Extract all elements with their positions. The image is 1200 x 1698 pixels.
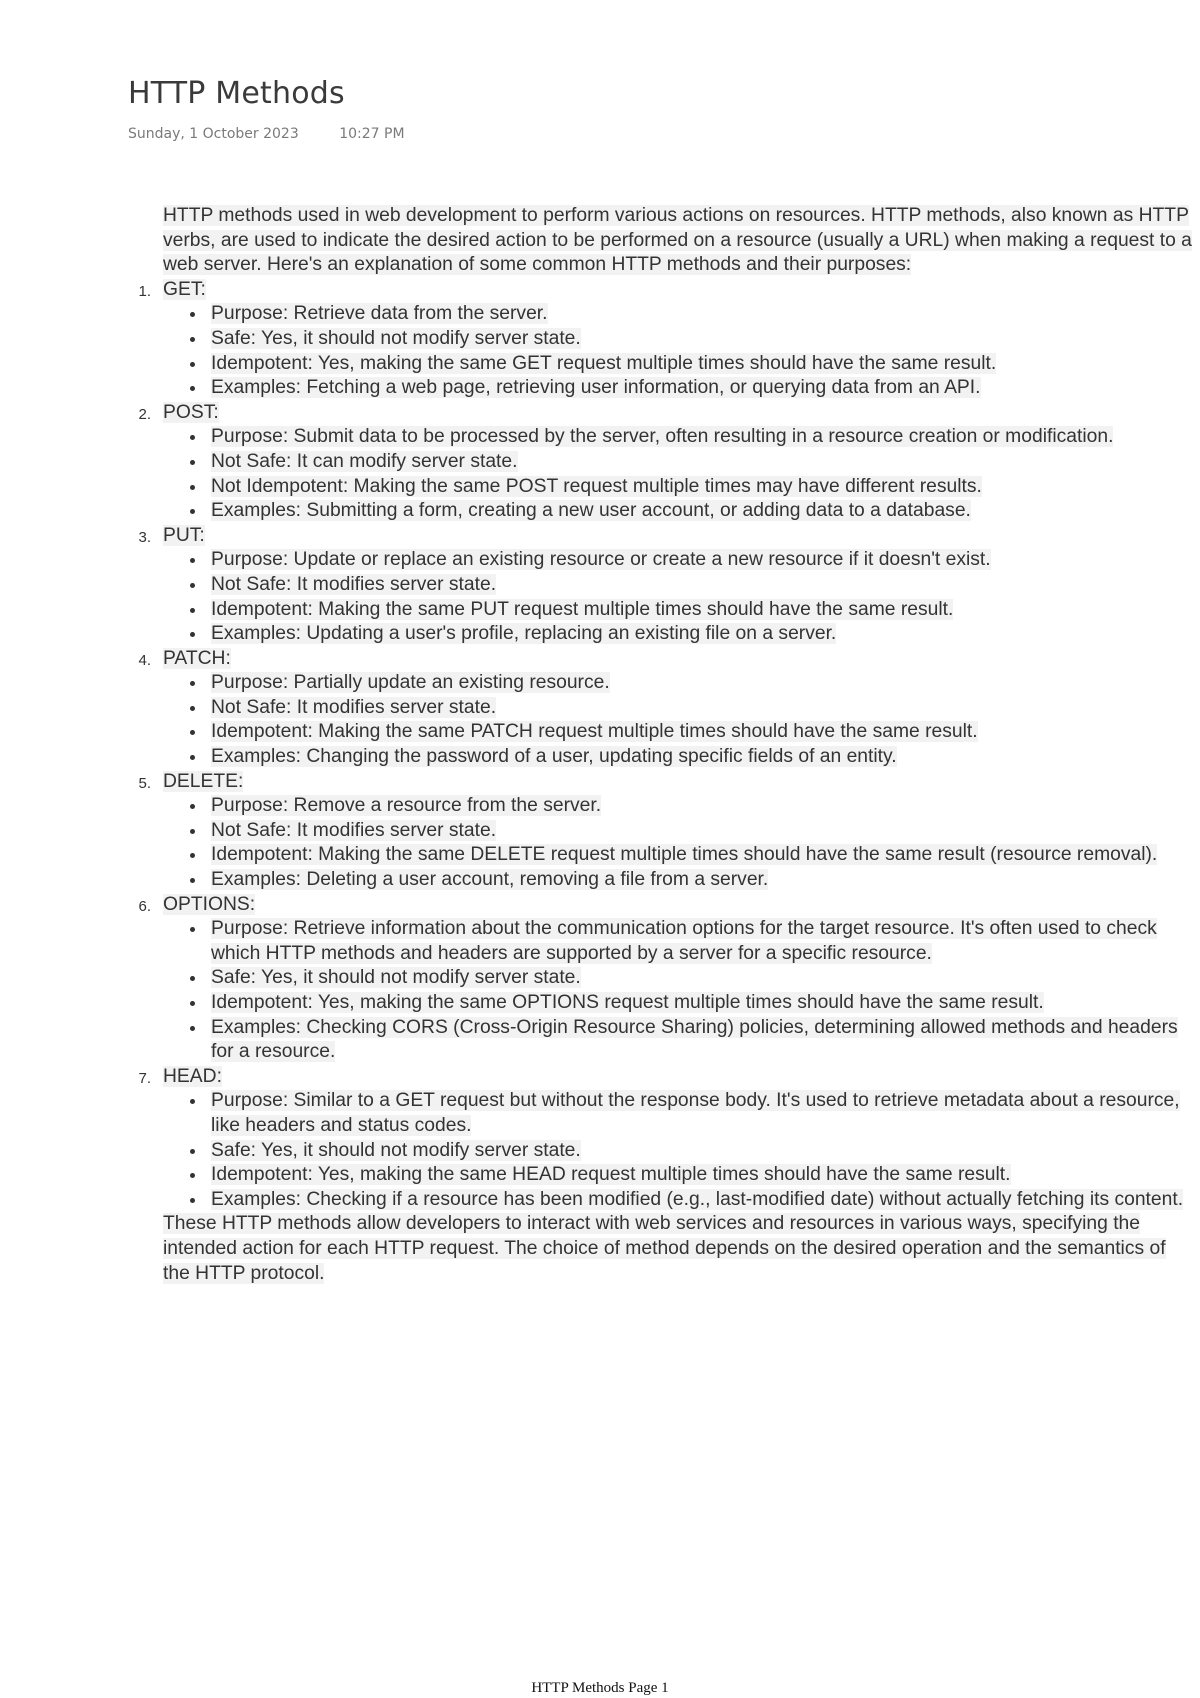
method-details bbox=[211, 302, 1193, 400]
detail-item bbox=[211, 573, 1193, 598]
detail-item bbox=[211, 302, 1193, 327]
detail-text: Purpose: Remove a resource from the server. bbox=[211, 795, 602, 817]
detail-item bbox=[211, 868, 1193, 893]
detail-text: Safe: Yes, it should not modify server state. bbox=[211, 967, 581, 989]
detail-text: Examples: Deleting a user account, removing a file from a server. bbox=[211, 869, 769, 891]
detail-item bbox=[211, 720, 1193, 745]
bullet-icon bbox=[190, 435, 195, 440]
detail-item bbox=[211, 966, 1193, 991]
bullet-icon bbox=[190, 558, 195, 563]
detail-item bbox=[211, 671, 1193, 696]
method-details bbox=[211, 794, 1193, 892]
detail-item bbox=[211, 548, 1193, 573]
bullet-icon bbox=[190, 1026, 195, 1031]
method-name: OPTIONS: bbox=[163, 893, 256, 915]
detail-item bbox=[211, 794, 1193, 819]
detail-text: Idempotent: Making the same PUT request multiple times should have the same result. bbox=[211, 598, 954, 620]
note-body bbox=[138, 204, 1193, 1286]
detail-text: Not Safe: It can modify server state. bbox=[211, 450, 518, 472]
detail-text: Idempotent: Making the same PATCH request multiple times should have the same result. bbox=[211, 721, 978, 743]
page-date: Sunday, 1 October 2023 bbox=[128, 126, 299, 142]
detail-text: Examples: Changing the password of a user, updating specific fields of an entity. bbox=[211, 746, 897, 768]
page-title: HTTP Methods bbox=[128, 76, 345, 111]
bullet-icon bbox=[190, 1198, 195, 1203]
detail-text: Examples: Updating a user's profile, replacing an existing file on a server. bbox=[211, 623, 837, 645]
method-item bbox=[138, 893, 1193, 1065]
method-details bbox=[211, 425, 1193, 523]
bullet-icon bbox=[190, 509, 195, 514]
conclusion-text: These HTTP methods allow developers to interact with web services and resources in various ways, specifying the intended action for each HTTP request. The choice of method depends on the desired operation and the semantics of the HTTP protocol. bbox=[163, 1213, 1166, 1284]
detail-text: Purpose: Retrieve information about the communication options for the target resource. It's often used to check which HTTP methods and headers are supported by a server for a specific resource. bbox=[211, 918, 1157, 964]
bullet-icon bbox=[190, 337, 195, 342]
detail-item bbox=[211, 327, 1193, 352]
intro-text: HTTP methods used in web development to perform various actions on resources. HTTP methods, also known as HTTP verbs, are used to indicate the desired action to be performed on a resource (usually a URL) when making a request to a web server. Here's an explanation of some common HTTP methods and their purposes: bbox=[163, 205, 1192, 276]
detail-text: Examples: Fetching a web page, retrieving user information, or querying data from an API. bbox=[211, 377, 981, 399]
detail-item bbox=[211, 819, 1193, 844]
conclusion-paragraph bbox=[163, 1212, 1193, 1286]
method-name: HEAD: bbox=[163, 1065, 222, 1087]
detail-text: Idempotent: Making the same DELETE request multiple times should have the same result (resource removal). bbox=[211, 844, 1158, 866]
footer-text: HTTP Methods Page 1 bbox=[531, 1680, 669, 1696]
method-item bbox=[138, 278, 1193, 401]
bullet-icon bbox=[190, 1149, 195, 1154]
method-item bbox=[138, 401, 1193, 524]
bullet-icon bbox=[190, 583, 195, 588]
bullet-icon bbox=[190, 1099, 195, 1104]
method-details bbox=[211, 671, 1193, 769]
bullet-icon bbox=[190, 829, 195, 834]
bullet-icon bbox=[190, 755, 195, 760]
detail-text: Purpose: Similar to a GET request but without the response body. It's used to retrieve metadata about a resource, like headers and status codes. bbox=[211, 1090, 1180, 1136]
list-number: 7. bbox=[138, 1069, 151, 1087]
detail-item bbox=[211, 376, 1193, 401]
bullet-icon bbox=[190, 1173, 195, 1178]
method-item bbox=[138, 647, 1193, 770]
bullet-icon bbox=[190, 927, 195, 932]
detail-text: Purpose: Update or replace an existing resource or create a new resource if it doesn't exist. bbox=[211, 549, 991, 571]
page-time: 10:27 PM bbox=[339, 126, 405, 142]
bullet-icon bbox=[190, 632, 195, 637]
detail-item bbox=[211, 425, 1193, 450]
bullet-icon bbox=[190, 853, 195, 858]
detail-item bbox=[211, 843, 1193, 868]
detail-text: Idempotent: Yes, making the same GET request multiple times should have the same result. bbox=[211, 352, 997, 374]
detail-text: Purpose: Submit data to be processed by the server, often resulting in a resource creation or modification. bbox=[211, 426, 1114, 448]
list-number: 5. bbox=[138, 774, 151, 792]
detail-item bbox=[211, 1188, 1193, 1213]
detail-text: Not Safe: It modifies server state. bbox=[211, 696, 497, 718]
detail-text: Not Safe: It modifies server state. bbox=[211, 573, 497, 595]
method-name: GET: bbox=[163, 278, 206, 300]
detail-text: Purpose: Partially update an existing resource. bbox=[211, 672, 610, 694]
list-number: 6. bbox=[138, 897, 151, 915]
detail-item bbox=[211, 622, 1193, 647]
detail-item bbox=[211, 450, 1193, 475]
bullet-icon bbox=[190, 1001, 195, 1006]
method-name: PUT: bbox=[163, 524, 205, 546]
detail-text: Examples: Checking if a resource has been modified (e.g., last-modified date) without actually fetching its content. bbox=[211, 1188, 1184, 1210]
bullet-icon bbox=[190, 460, 195, 465]
bullet-icon bbox=[190, 681, 195, 686]
detail-text: Examples: Checking CORS (Cross-Origin Resource Sharing) policies, determining allowed methods and headers for a resource. bbox=[211, 1016, 1178, 1063]
detail-text: Not Idempotent: Making the same POST request multiple times may have different results. bbox=[211, 475, 982, 497]
detail-text: Safe: Yes, it should not modify server state. bbox=[211, 327, 581, 349]
bullet-icon bbox=[190, 730, 195, 735]
bullet-icon bbox=[190, 386, 195, 391]
bullet-icon bbox=[190, 706, 195, 711]
method-name: PATCH: bbox=[163, 647, 231, 669]
detail-item bbox=[211, 1016, 1193, 1065]
page-footer bbox=[0, 1680, 1200, 1697]
bullet-icon bbox=[190, 362, 195, 367]
detail-item bbox=[211, 991, 1193, 1016]
method-name: DELETE: bbox=[163, 770, 244, 792]
detail-text: Not Safe: It modifies server state. bbox=[211, 819, 497, 841]
bullet-icon bbox=[190, 804, 195, 809]
bullet-icon bbox=[190, 976, 195, 981]
detail-item bbox=[211, 1139, 1193, 1164]
detail-item bbox=[211, 499, 1193, 524]
method-item bbox=[138, 1065, 1193, 1213]
list-number: 4. bbox=[138, 651, 151, 669]
list-number: 3. bbox=[138, 528, 151, 546]
detail-text: Idempotent: Yes, making the same OPTIONS request multiple times should have the same result. bbox=[211, 992, 1044, 1013]
detail-item bbox=[211, 1163, 1193, 1188]
bullet-icon bbox=[190, 608, 195, 613]
intro-paragraph bbox=[163, 204, 1193, 278]
bullet-icon bbox=[190, 312, 195, 317]
detail-text: Purpose: Retrieve data from the server. bbox=[211, 303, 548, 325]
detail-text: Examples: Submitting a form, creating a new user account, or adding data to a database. bbox=[211, 500, 971, 522]
method-item bbox=[138, 770, 1193, 893]
methods-list bbox=[138, 278, 1193, 1213]
method-item bbox=[138, 524, 1193, 647]
method-details bbox=[211, 548, 1193, 646]
list-number: 2. bbox=[138, 405, 151, 423]
detail-item bbox=[211, 917, 1193, 966]
bullet-icon bbox=[190, 485, 195, 490]
method-details bbox=[211, 917, 1193, 1065]
page-metadata bbox=[128, 126, 405, 142]
detail-item bbox=[211, 745, 1193, 770]
detail-item bbox=[211, 475, 1193, 500]
detail-text: Idempotent: Yes, making the same HEAD request multiple times should have the same result. bbox=[211, 1164, 1011, 1186]
detail-item bbox=[211, 696, 1193, 721]
bullet-icon bbox=[190, 878, 195, 883]
list-number: 1. bbox=[138, 282, 151, 300]
detail-item bbox=[211, 1089, 1193, 1138]
detail-item bbox=[211, 598, 1193, 623]
detail-item bbox=[211, 352, 1193, 377]
method-name: POST: bbox=[163, 401, 219, 423]
method-details bbox=[211, 1089, 1193, 1212]
detail-text: Safe: Yes, it should not modify server state. bbox=[211, 1139, 581, 1161]
